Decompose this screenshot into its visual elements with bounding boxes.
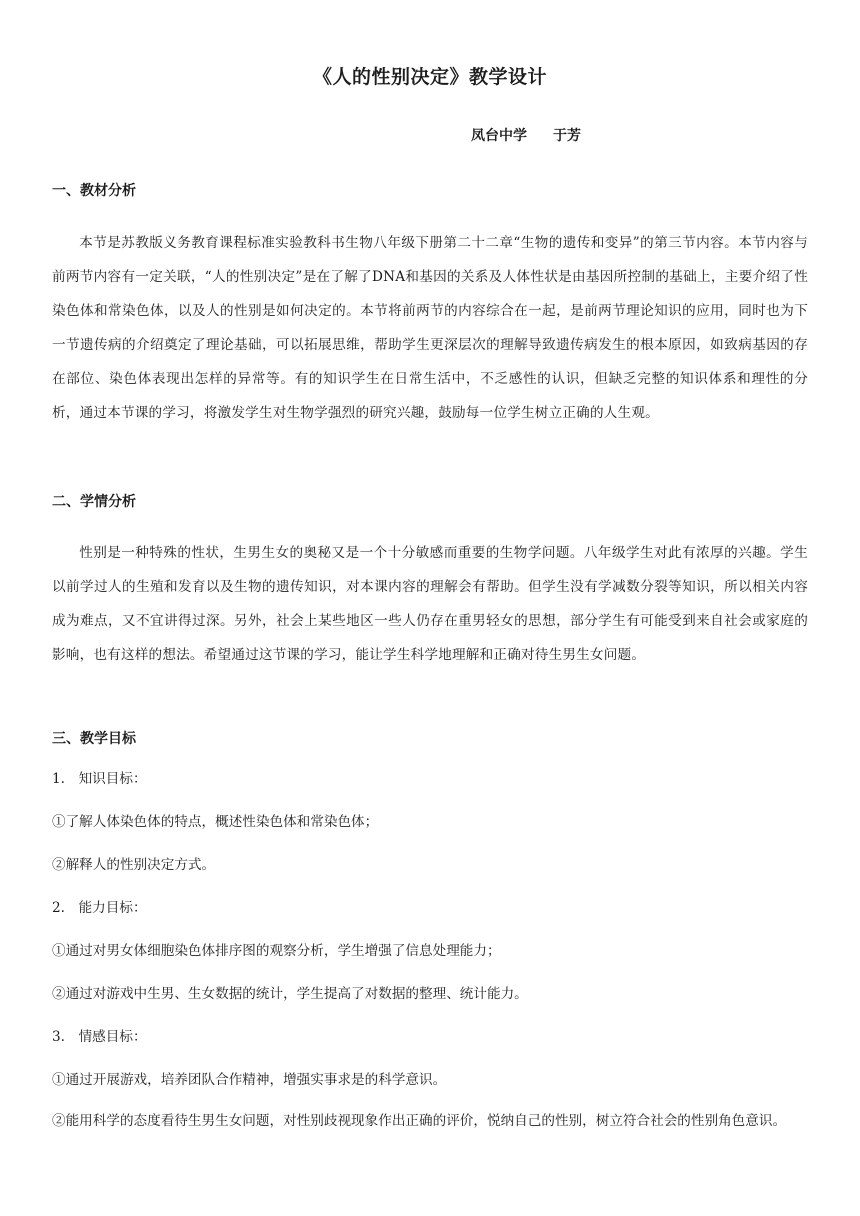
paragraph-textbook-analysis: 本节是苏教版义务教育课程标准实验教科书生物八年级下册第二十二章“生物的遗传和变异”的第三节内容。本节内容与前两节内容有一定关联，“人的性别决定”是在了解了DNA和基因的关系及人体性状是由基因所控制的基础上，主要介绍了性染色体和常染色体，以及人的性别是如何决定的。本节将前两节的内容综合在一起，是前两节理论知识的应用，同时也为下一节遗传病的介绍奠定了理论基础，可以拓展思维，帮助学生更深层次的理解导致遗传病发生的根本原因，如致病基因的存在部位、染色体表现出怎样的异常等。有的知识学生在日常生活中，不乏感性的认识，但缺乏完整的知识体系和理性的分析，通过本节课的学习，将激发学生对生物学强烈的研究兴趣，鼓励每一位学生树立正确的人生观。 <box>52 235 808 421</box>
section-heading-teaching-goals: 三、教学目标 <box>52 731 136 747</box>
ability-goal-label: 2. 能力目标： <box>52 900 147 916</box>
author-name: 于芳 <box>553 128 581 144</box>
knowledge-goal-item-2: ②解释人的性别决定方式。 <box>52 857 216 873</box>
document-title: 《人的性别决定》教学设计 <box>312 66 547 88</box>
ability-goal-item-2: ②通过对游戏中生男、生女数据的统计，学生提高了对数据的整理、统计能力。 <box>52 986 528 1002</box>
author-line <box>471 125 581 145</box>
knowledge-goal-item-1: ①了解人体染色体的特点，概述性染色体和常染色体； <box>52 814 379 830</box>
paragraph-student-analysis: 性别是一种特殊的性状，生男生女的奥秘又是一个十分敏感而重要的生物学问题。八年级学生对此有浓厚的兴趣。学生以前学过人的生殖和发育以及生物的遗传知识，对本课内容的理解会有帮助。但学生没有学减数分裂等知识，所以相关内容成为难点，又不宜讲得过深。另外，社会上某些地区一些人仍存在重男轻女的思想，部分学生有可能受到来自社会或家庭的影响，也有这样的想法。希望通过这节课的学习，能让学生科学地理解和正确对待生男生女问题。 <box>52 545 808 663</box>
emotion-goal-item-2: ②能用科学的态度看待生男生女问题，对性别歧视现象作出正确的评价，悦纳自己的性别，树立符合社会的性别角色意识。 <box>52 1113 787 1129</box>
section-heading-student-analysis: 二、学情分析 <box>52 494 136 510</box>
section-heading-textbook-analysis: 一、教材分析 <box>52 183 136 199</box>
emotion-goal-item-1: ①通过开展游戏，培养团队合作精神，增强实事求是的科学意识。 <box>52 1072 447 1088</box>
school-name: 凤台中学 <box>471 128 527 144</box>
knowledge-goal-label: 1. 知识目标： <box>52 771 147 787</box>
ability-goal-item-1: ①通过对男女体细胞染色体排序图的观察分析，学生增强了信息处理能力； <box>52 943 501 959</box>
emotion-goal-label: 3. 情感目标： <box>52 1029 147 1045</box>
